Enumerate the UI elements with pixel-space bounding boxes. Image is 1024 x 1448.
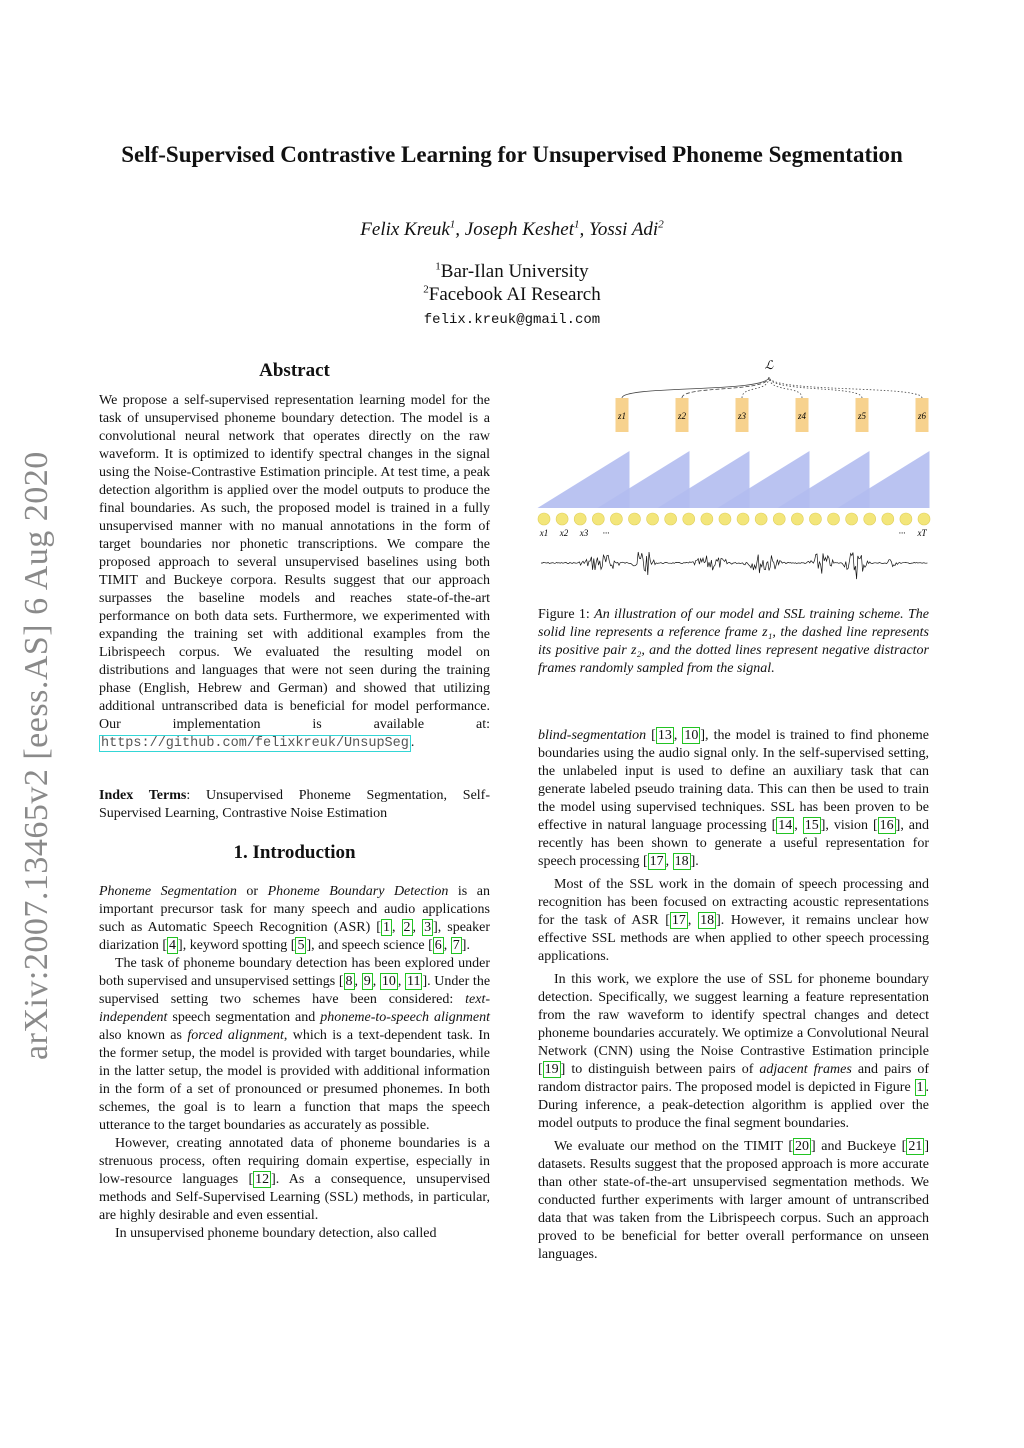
text: ], the model is trained to find phoneme boundaries using the audio signal only. In the self-supervised setting, the unlabeled input is used to define an auxiliary task that can generate labeled pseudo training data. This can then be used to train the model using supervised techniques. SSL has been proven to be effective in natural language processing [ [538, 728, 929, 833]
negative-arrow [742, 377, 769, 398]
text: , [354, 974, 362, 989]
citation-link[interactable]: 3 [424, 920, 432, 935]
latent-frame-label: z4 [797, 411, 807, 421]
input-sample [628, 513, 640, 525]
emphasis: adjacent frames [759, 1062, 852, 1077]
input-sample [574, 513, 586, 525]
text: ], vision [ [820, 818, 878, 833]
abstract-body [99, 392, 490, 753]
emphasis: text-independent [99, 992, 490, 1025]
text: , [443, 938, 451, 953]
affiliation-marker: 1 [449, 218, 456, 231]
input-sample [737, 513, 749, 525]
text: ] to distinguish between pairs of [560, 1062, 760, 1077]
citation-link[interactable]: 10 [381, 974, 396, 989]
text: We evaluate our method on the TIMIT [ [554, 1139, 793, 1154]
text: , [665, 854, 673, 869]
latent-frame-label: z2 [677, 411, 687, 421]
latent-frame-label: z5 [857, 411, 867, 421]
text: ], and speech science [ [306, 938, 433, 953]
text: or [236, 884, 268, 899]
input-sample [773, 513, 785, 525]
arxiv-watermark: arXiv:2007.13465v2 [eess.AS] 6 Aug 2020 [18, 451, 55, 1060]
citation-link[interactable]: 20 [794, 1139, 809, 1154]
abstract-text: We propose a self-supervised representation learning model for the task of unsupervised phoneme boundary detection. The model is a convolutional neural network that operates directly on the raw waveform. It is optimized to identify spectral changes in the signal using the Noise-Contrastive Estimation principle. At test time, a peak detection algorithm is applied over the model outputs to produce the final boundaries. As such, the proposed model is trained in a fully unsupervised manner with no manual annotations in the form of target boundaries nor phonetic transcriptions. We compare the proposed approach to several unsupervised baselines using both TIMIT and Buckeye corpora. Results suggest that our approach surpasses the baseline models and reaches state-of-the-art performance on both data sets. Furthermore, we experimented with expanding the training set with additional examples from the Librispeech corpus. We evaluated the resulting model on distributions and languages that were not seen during the training phase (English, Hebrew and German) and showed that utilizing additional untranscribed data is beneficial for model performance. Our implementation is available at: [99, 393, 490, 732]
affiliation-marker: 1 [574, 218, 580, 231]
input-label: x3 [579, 528, 589, 538]
input-label: x2 [559, 528, 569, 538]
text: , [412, 920, 423, 935]
intro-paragraph-1 [99, 883, 490, 955]
input-sample [828, 513, 840, 525]
text: , which is a text-dependent task. In the former setup, the model is provided with target boundaries, while in the latter setup, the model is provided with additional information in the form of a set of pronounced or presumed phonemes. In both schemes, the goal is to learn a function that maps the speech utterance to the target boundaries as accurately as possible. [99, 1028, 491, 1133]
affiliation-name: Bar-Ilan University [440, 261, 589, 282]
figure-1-diagram [536, 356, 932, 586]
input-sample [755, 513, 767, 525]
emphasis: forced alignment [187, 1028, 284, 1043]
input-sample [556, 513, 568, 525]
citation-link[interactable]: 2 [403, 920, 411, 935]
waveform-trace [541, 552, 927, 579]
input-label: xT [917, 528, 927, 538]
text: and pairs of random distractor pairs. The proposed model is depicted in Figure [538, 1062, 929, 1095]
intro-paragraph-3 [99, 1135, 490, 1225]
affiliation-marker: 2 [658, 218, 664, 231]
waveform [541, 552, 927, 579]
contrastive-arrows [622, 377, 922, 398]
input-label: ··· [898, 528, 906, 538]
emphasis: Phoneme Boundary Detection [267, 884, 449, 899]
text: Most of the SSL work in the domain of speech processing and recognition has been focused on extracting acoustic representations for the task of ASR [ [538, 877, 929, 928]
text: ] and Buckeye [ [810, 1139, 907, 1154]
input-sample [791, 513, 803, 525]
affiliation-number: 2 [423, 283, 429, 296]
index-terms-label: Index Terms [99, 788, 187, 803]
text: The task of phoneme boundary detection has been explored under both supervised and unsupervised settings [ [99, 956, 490, 989]
right-column-body [538, 727, 929, 1264]
repo-link[interactable]: https://github.com/felixkreuk/UnsupSeg [101, 736, 409, 751]
citation-link[interactable]: 17 [649, 854, 664, 869]
input-sample [683, 513, 695, 525]
paper-title: Self-Supervised Contrastive Learning for Unsupervised Phoneme Segmentation [121, 142, 903, 167]
abstract-end: . [410, 735, 415, 750]
citation-link[interactable]: 11 [407, 974, 421, 989]
text: also known as [99, 1028, 188, 1043]
right-paragraph-2 [538, 876, 929, 966]
citation-link[interactable]: 14 [778, 818, 793, 833]
citation-link[interactable]: 19 [544, 1062, 559, 1077]
input-sample [538, 513, 550, 525]
input-label: x1 [539, 528, 549, 538]
text: ], and recently has been shown to generate a useful representation for speech processing [ [538, 818, 929, 869]
text: [ [646, 728, 656, 743]
positive-arrow [682, 377, 769, 398]
citation-link[interactable]: 1 [382, 920, 390, 935]
text: , [794, 818, 803, 833]
citation-link[interactable]: 21 [908, 1139, 923, 1154]
input-sample [701, 513, 713, 525]
author-name: Joseph Keshet [464, 219, 575, 240]
author-separator: , [455, 219, 465, 240]
figure-link[interactable]: 1 [916, 1080, 924, 1095]
reference-arrow [622, 377, 769, 398]
citation-link[interactable]: 18 [674, 854, 689, 869]
negative-arrow [769, 377, 862, 398]
input-sample [809, 513, 821, 525]
citation-link[interactable]: 4 [169, 938, 177, 953]
text: is an important precursor task for many speech and audio applications such as Automatic Speech Recognition (ASR) [ [99, 884, 490, 935]
index-terms-text: : Unsupervised Phoneme Segmentation, Self-Supervised Learning, Contrastive Noise Estimation [99, 788, 490, 821]
caption-label: Figure 1: [538, 607, 595, 622]
input-sample [900, 513, 912, 525]
input-sample [610, 513, 622, 525]
text: ], keyword spotting [ [178, 938, 296, 953]
input-sample [592, 513, 604, 525]
author-list [0, 219, 1024, 241]
citation-link[interactable]: 16 [879, 818, 894, 833]
text: ]. [461, 938, 470, 953]
input-sample [647, 513, 659, 525]
latent-frames [616, 398, 929, 432]
input-sample [864, 513, 876, 525]
text: However, creating annotated data of phoneme boundaries is a strenuous process, often requiring domain expertise, especially in low-resource languages [ [99, 1136, 490, 1187]
emphasis: phoneme-to-speech alignment [320, 1010, 490, 1025]
text: speech segmentation and [167, 1010, 321, 1025]
latent-frame-label: z3 [737, 411, 747, 421]
abstract-paragraph [99, 392, 490, 753]
text: ]. [690, 854, 699, 869]
encoder-receptive-fields [538, 451, 930, 508]
emphasis: Phoneme Segmentation [99, 884, 237, 899]
negative-arrow [769, 377, 922, 398]
citation-link[interactable]: 7 [452, 938, 460, 953]
input-sample [882, 513, 894, 525]
text: ], speaker diarization [ [99, 920, 491, 953]
abstract-heading: Abstract [259, 360, 330, 381]
citation-link[interactable]: 18 [700, 913, 715, 928]
citation-link[interactable]: 8 [345, 974, 353, 989]
input-label: ··· [602, 528, 610, 538]
right-paragraph-1 [538, 727, 929, 871]
text: ]. Under the supervised setting two schemes have been considered: [99, 974, 491, 1007]
citation-link[interactable]: 17 [671, 913, 686, 928]
intro-paragraph-4: In unsupervised phoneme boundary detection, also called [115, 1226, 437, 1241]
input-samples [538, 513, 930, 525]
loss-label: ℒ [764, 358, 774, 372]
input-labels [539, 528, 928, 538]
introduction-heading: 1. Introduction [233, 842, 356, 863]
text: , [687, 913, 699, 928]
text: , [397, 974, 405, 989]
affiliation-name: Facebook AI Research [428, 284, 601, 305]
introduction-body [99, 883, 490, 1243]
author-email: felix.kreuk@gmail.com [423, 312, 601, 328]
right-paragraph-3 [538, 971, 929, 1133]
caption-text: An illustration of our model and SSL training scheme. The solid line represents a reference frame z₁, the dashed line represents its positive pair z₂, and the dotted lines represent negative distractor frames randomly sampled from the signal. [538, 607, 929, 676]
input-sample [918, 513, 930, 525]
text: ] datasets. Results suggest that the proposed approach is more accurate than other state-of-the-art unsupervised segmentation methods. We conducted further experiments with larger amount of untranscribed data that was taken from the Librispeech corpus. Such an approach proved to be beneficial for better overall performance on unseen languages. [538, 1139, 929, 1262]
text: , [673, 728, 683, 743]
citation-link[interactable]: 12 [255, 1172, 270, 1187]
intro-paragraph-2 [99, 955, 490, 1135]
latent-frame-label: z6 [917, 411, 927, 421]
citation-link[interactable]: 6 [434, 938, 442, 953]
text: ]. However, it remains unclear how effective SSL methods are when applied to other speech processing applications. [538, 913, 930, 964]
citation-link[interactable]: 15 [804, 818, 819, 833]
citation-link[interactable]: 13 [657, 728, 672, 743]
latent-frame-label: z1 [617, 411, 627, 421]
citation-link[interactable]: 10 [684, 728, 699, 743]
text: . During inference, a peak-detection algorithm is applied over the model outputs to produce the final segment boundaries. [538, 1080, 929, 1131]
affiliation [0, 261, 1024, 283]
citation-link[interactable]: 9 [363, 974, 371, 989]
author-name: Felix Kreuk [360, 219, 450, 240]
input-sample [665, 513, 677, 525]
emphasis: blind-segmentation [538, 728, 647, 743]
input-sample [719, 513, 731, 525]
text: , [372, 974, 380, 989]
right-paragraph-4 [538, 1138, 929, 1264]
text: , [391, 920, 402, 935]
text: ]. As a consequence, unsupervised methods and Self-Supervised Learning (SSL) methods, in particular, are highly desirable and even essential. [99, 1172, 490, 1223]
index-terms [99, 787, 490, 823]
author-name: Yossi Adi [589, 219, 659, 240]
affiliation-number: 1 [435, 260, 441, 273]
citation-link[interactable]: 5 [297, 938, 305, 953]
affiliation [0, 284, 1024, 306]
input-sample [846, 513, 858, 525]
figure-1-caption [538, 606, 929, 678]
text: In this work, we explore the use of SSL for phoneme boundary detection. Specifically, we suggest learning a feature representation from the raw waveform to identify spectral changes and detect phoneme boundaries accurately. We optimize a Convolutional Neural Network (CNN) using the Noise Contrastive Estimation principle [ [538, 972, 929, 1077]
author-separator: , [579, 219, 590, 240]
